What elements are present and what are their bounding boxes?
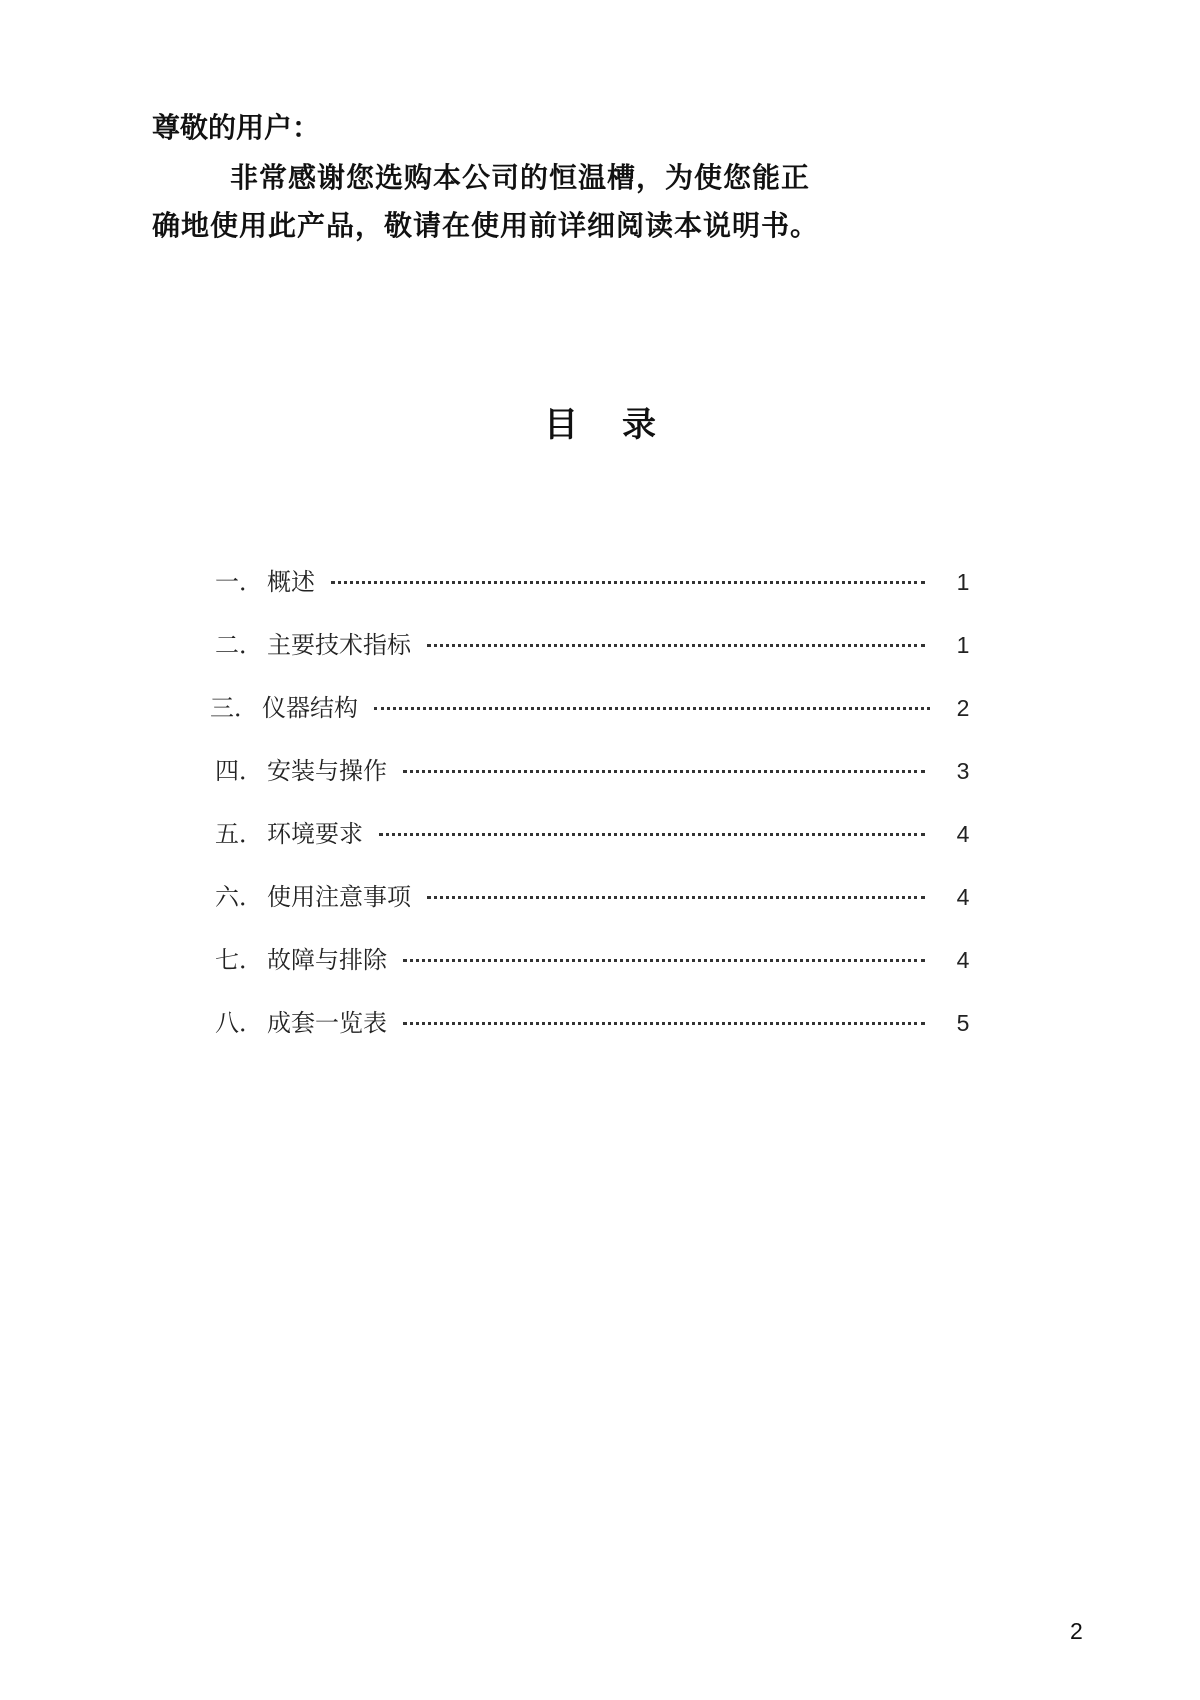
toc-leader-dots xyxy=(427,644,925,647)
toc-item-label: 主要技术指标 xyxy=(267,631,411,659)
intro-line-1: 非常感谢您选购本公司的恒温槽，为使您能正 xyxy=(230,161,811,194)
toc-leader-dots xyxy=(331,581,925,584)
toc-item-structure xyxy=(210,692,975,755)
toc-item-precautions xyxy=(215,881,975,944)
page-number: 2 xyxy=(1070,1618,1083,1644)
toc-item-page: 3 xyxy=(956,758,970,784)
toc-leader-dots xyxy=(427,896,925,899)
toc-item-label: 安装与操作 xyxy=(267,757,387,785)
toc-item-page: 5 xyxy=(956,1010,970,1036)
toc-item-number: 一． xyxy=(215,568,263,596)
toc-item-specifications xyxy=(215,629,975,692)
toc-item-package-list xyxy=(215,1007,975,1070)
toc-item-label: 概述 xyxy=(267,568,315,596)
intro-line-2: 确地使用此产品，敬请在使用前详细阅读本说明书。 xyxy=(152,209,820,242)
toc-item-label: 使用注意事项 xyxy=(267,883,411,911)
toc-item-number: 五． xyxy=(215,820,263,848)
toc-item-overview xyxy=(215,566,975,629)
toc-item-page: 4 xyxy=(956,947,970,973)
toc-item-number: 七． xyxy=(215,946,263,974)
toc-item-page: 1 xyxy=(956,569,970,595)
toc-item-label: 仪器结构 xyxy=(262,694,358,722)
toc-leader-dots xyxy=(374,707,930,710)
toc-item-label: 成套一览表 xyxy=(267,1009,387,1037)
toc-item-number: 六． xyxy=(215,883,263,911)
toc-item-number: 二． xyxy=(215,631,263,659)
greeting: 尊敬的用户： xyxy=(152,111,321,144)
toc-item-page: 4 xyxy=(956,821,970,847)
toc-item-page: 4 xyxy=(956,884,970,910)
toc-item-label: 故障与排除 xyxy=(267,946,387,974)
toc-item-number: 四． xyxy=(215,757,263,785)
toc-leader-dots xyxy=(403,959,925,962)
toc-item-troubleshooting xyxy=(215,944,975,1007)
toc-item-label: 环境要求 xyxy=(267,820,363,848)
toc-leader-dots xyxy=(403,1022,925,1025)
toc-item-environment xyxy=(215,818,975,881)
intro-paragraph xyxy=(152,154,1032,250)
toc-item-number: 八． xyxy=(215,1009,263,1037)
toc-leader-dots xyxy=(379,833,925,836)
toc-item-page: 2 xyxy=(956,695,970,721)
toc-leader-dots xyxy=(403,770,925,773)
table-of-contents xyxy=(210,566,975,1070)
toc-item-installation xyxy=(215,755,975,818)
toc-title: 目录 xyxy=(544,405,700,445)
toc-item-page: 1 xyxy=(956,632,970,658)
toc-item-number: 三． xyxy=(210,694,258,722)
